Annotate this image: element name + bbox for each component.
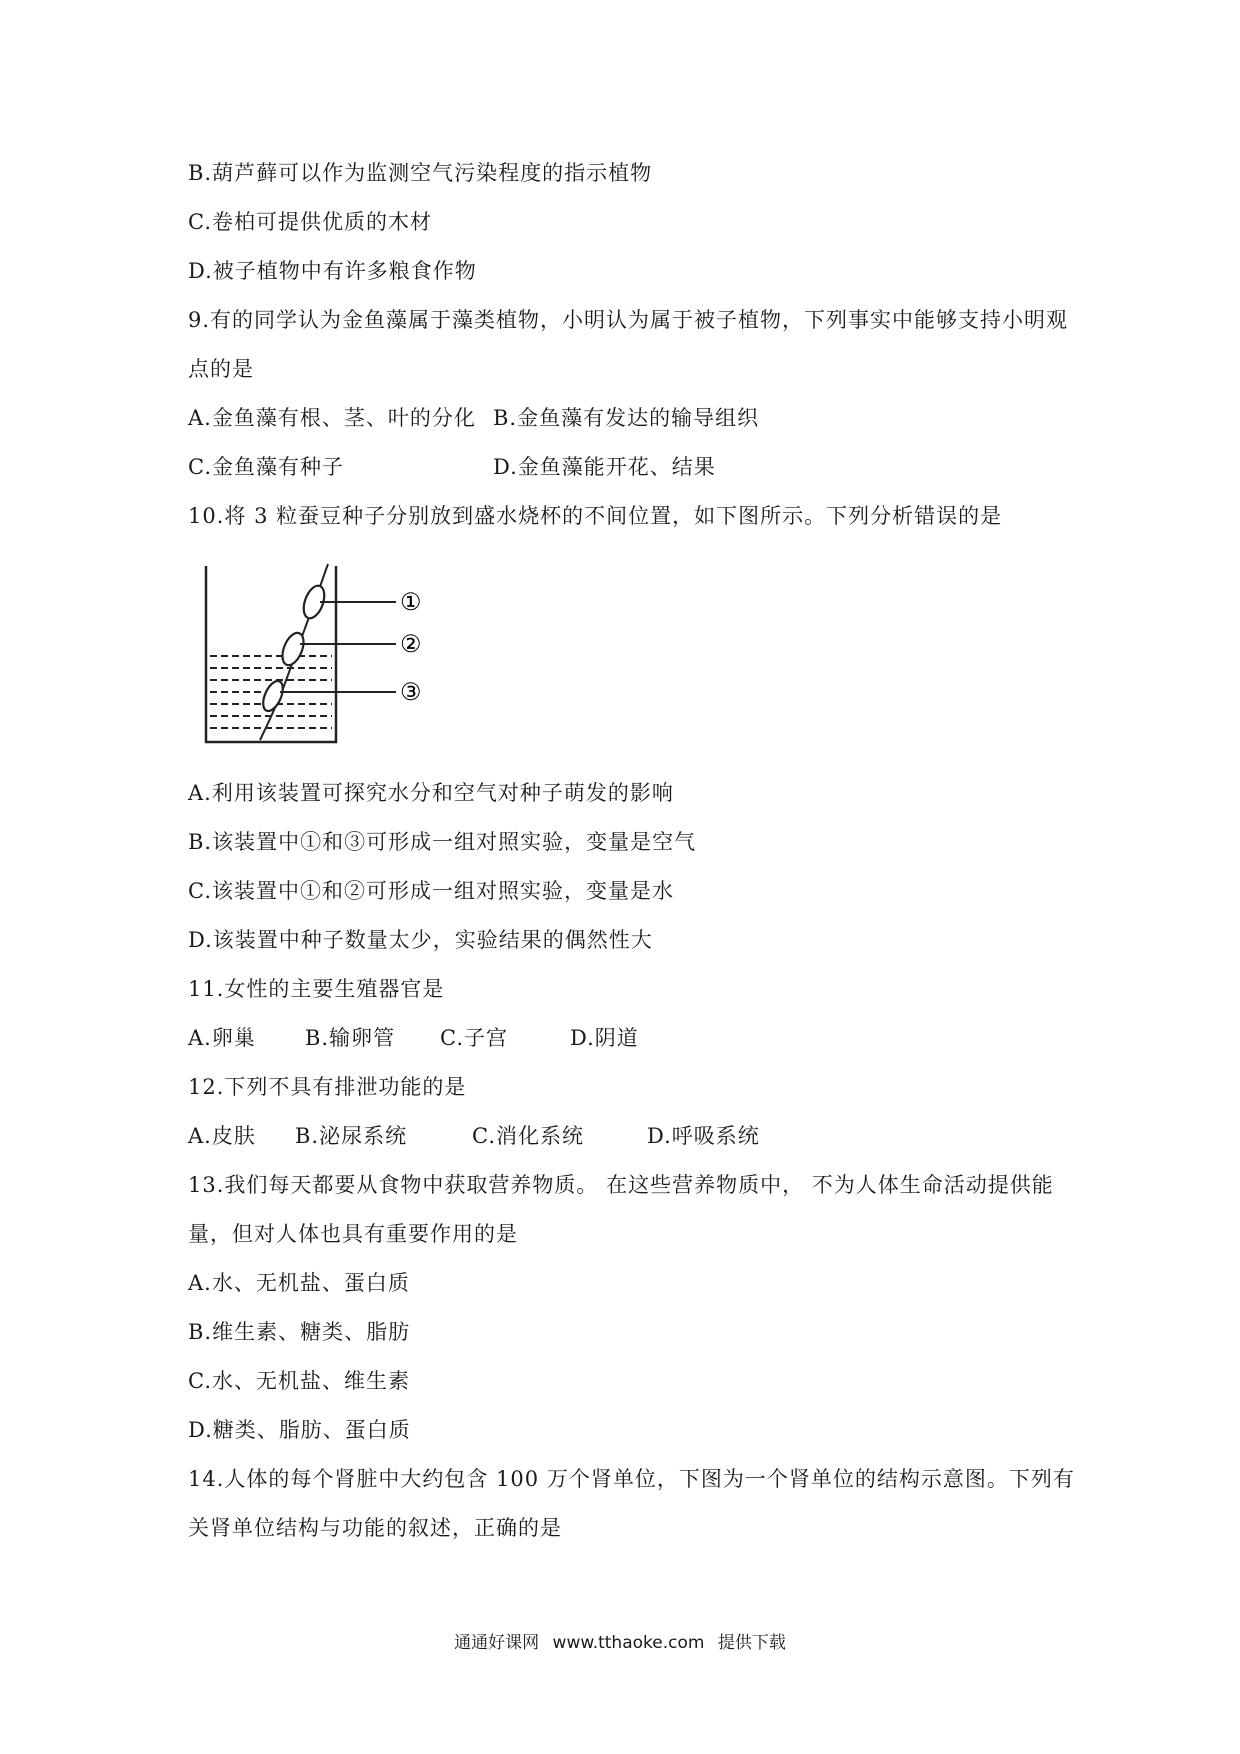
q9-option-c: C.金鱼藻有种子 <box>188 455 344 479</box>
q9-option-b: B.金鱼藻有发达的输导组织 <box>493 406 760 430</box>
q12-option-a: A.皮肤 <box>188 1124 256 1148</box>
label-2: ② <box>400 630 422 658</box>
q13-stem-line2: 量，但对人体也具有重要作用的是 <box>188 1222 518 1246</box>
q9-stem-line1: 9.有的同学认为金鱼藻属于藻类植物，小明认为属于被子植物，下列事实中能够支持小明观 <box>188 308 1069 332</box>
seed-2 <box>278 630 307 668</box>
q12-option-c: C.消化系统 <box>472 1124 584 1148</box>
q13-option-a: A.水、无机盐、蛋白质 <box>188 1271 410 1295</box>
q13-option-d: D.糖类、脂肪、蛋白质 <box>188 1418 411 1442</box>
beaker-seed-figure <box>196 560 436 760</box>
q10-option-c: C.该装置中①和②可形成一组对照实验，变量是水 <box>188 879 674 903</box>
footer-url[interactable]: www.tthaoke.com <box>552 1633 705 1653</box>
page-footer <box>0 1628 1240 1653</box>
q11-stem: 11.女性的主要生殖器官是 <box>188 977 445 1001</box>
q8-option-c: C.卷柏可提供优质的木材 <box>188 210 432 234</box>
q12-option-d: D.呼吸系统 <box>647 1124 760 1148</box>
q10-option-b: B.该装置中①和③可形成一组对照实验，变量是空气 <box>188 830 697 854</box>
q14-stem-line2: 关肾单位结构与功能的叙述，正确的是 <box>188 1516 562 1540</box>
q10-stem: 10.将 3 粒蚕豆种子分别放到盛水烧杯的不间位置，如下图所示。下列分析错误的是 <box>188 504 1003 528</box>
q9-option-a: A.金鱼藻有根、茎、叶的分化 <box>188 406 476 430</box>
q8-option-d: D.被子植物中有许多粮食作物 <box>188 259 477 283</box>
footer-suffix: 提供下载 <box>717 1633 786 1653</box>
label-1: ① <box>400 588 422 616</box>
q11-option-c: C.子宫 <box>440 1026 508 1050</box>
q11-option-b: B.输卵管 <box>305 1026 396 1050</box>
q14-stem-line1: 14.人体的每个肾脏中大约包含 100 万个肾单位，下图为一个肾单位的结构示意图。下列有 <box>188 1467 1075 1491</box>
q9-stem-line2: 点的是 <box>188 357 254 381</box>
q13-option-c: C.水、无机盐、维生素 <box>188 1369 410 1393</box>
seed-3 <box>259 678 287 714</box>
q11-option-a: A.卵巢 <box>188 1026 256 1050</box>
footer-site-name: 通通好课网 <box>454 1633 540 1653</box>
label-3: ③ <box>400 678 422 706</box>
q12-stem: 12.下列不具有排泄功能的是 <box>188 1075 467 1099</box>
q9-option-d: D.金鱼藻能开花、结果 <box>493 455 716 479</box>
q10-option-d: D.该装置中种子数量太少，实验结果的偶然性大 <box>188 928 653 952</box>
q13-stem-line1: 13.我们每天都要从食物中获取营养物质。 在这些营养物质中， 不为人体生命活动提供能 <box>188 1173 1054 1197</box>
q11-option-d: D.阴道 <box>570 1026 639 1050</box>
q13-option-b: B.维生素、糖类、脂肪 <box>188 1320 411 1344</box>
q8-option-b: B.葫芦藓可以作为监测空气污染程度的指示植物 <box>188 161 653 185</box>
q10-option-a: A.利用该装置可探究水分和空气对种子萌发的影响 <box>188 781 674 805</box>
q12-option-b: B.泌尿系统 <box>295 1124 408 1148</box>
